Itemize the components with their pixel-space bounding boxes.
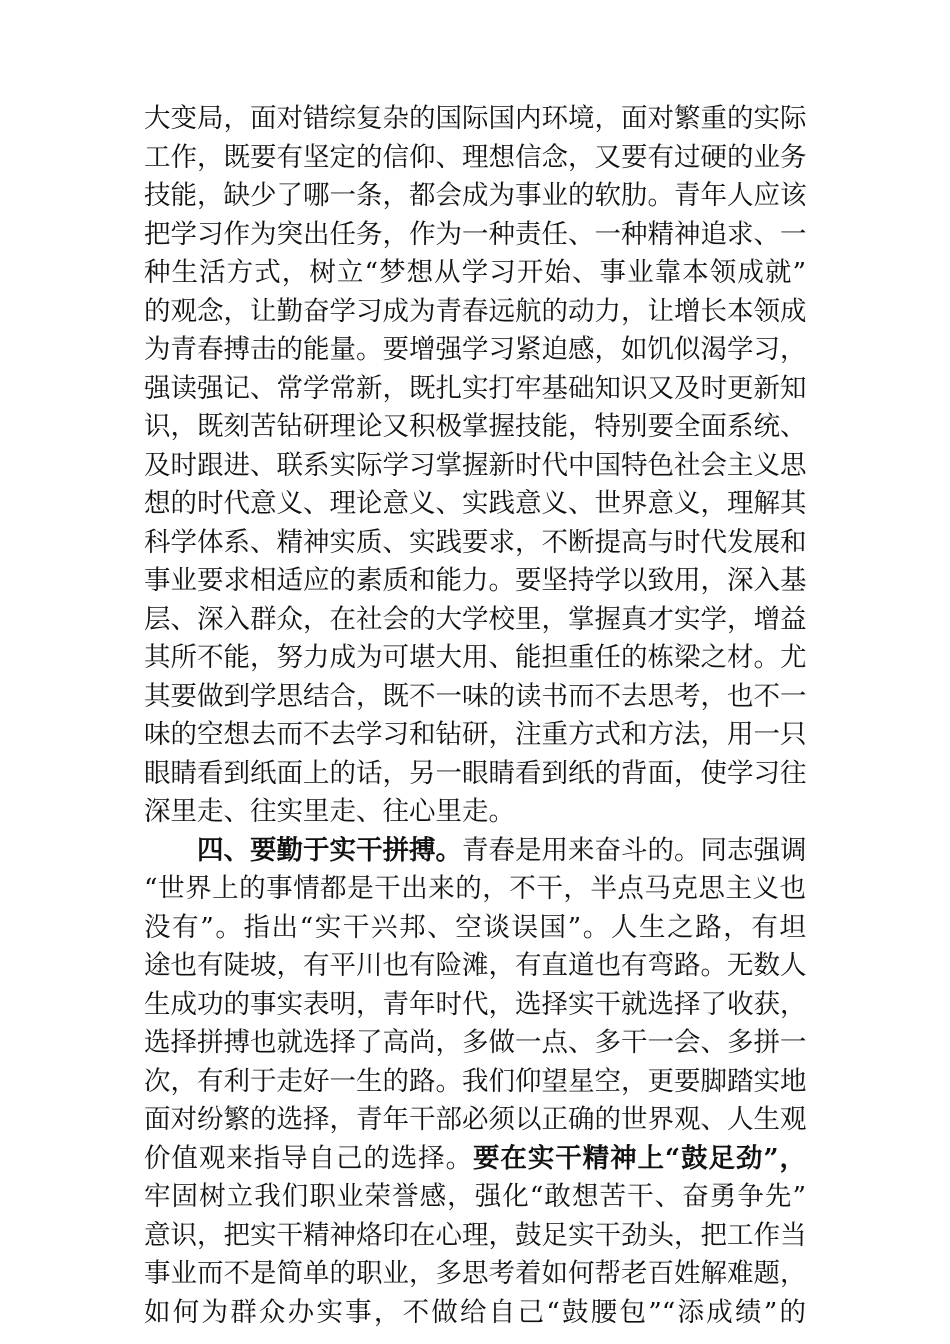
section-4-first-line (144, 832, 806, 871)
section-4-heading: 四、要勤于实干拼搏。 (197, 834, 462, 866)
text-line: 深里走、往实里走、往心里走。 (144, 796, 515, 827)
section-4-first-text: 青春是用来奋斗的。同志强调 (462, 834, 807, 866)
body-text (144, 100, 806, 1332)
text-line: 科学体系、精神实质、实践要求，不断提高与时代发展和 (144, 526, 807, 558)
text-line: “世界上的事情都是干出来的，不干，半点马克思主义也 (144, 873, 806, 904)
mixed-line (144, 1140, 806, 1179)
text-line: 选择拼搏也就选择了高尚，多做一点、多干一会、多拼一 (144, 1027, 807, 1058)
text-line: 把学习作为突出任务，作为一种责任、一种精神追求、一 (144, 218, 807, 250)
text-line: 种生活方式，树立“梦想从学习开始、事业靠本领成就” (144, 257, 806, 288)
text-line: 生成功的事实表明，青年时代，选择实干就选择了收获， (144, 988, 807, 1020)
text-line: 事业而不是简单的职业，多思考着如何帮老百姓解难题， (144, 1258, 807, 1289)
text-line: 的观念，让勤奋学习成为青春远航的动力，让增长本领成 (144, 295, 807, 327)
text-line: 为青春搏击的能量。要增强学习紧迫感，如饥似渴学习， (144, 334, 807, 365)
text-line: 及时跟进、联系实际学习掌握新时代中国特色社会主义思 (144, 449, 807, 481)
text-line: 大变局，面对错综复杂的国际国内环境，面对繁重的实际 (144, 103, 807, 134)
text-line: 其所不能，努力成为可堪大用、能担重任的栋梁之材。尤 (144, 642, 807, 673)
text-line: 识，既刻苦钻研理论又积极掌握技能，特别要全面系统、 (144, 411, 807, 442)
text-line: 意识，把实干精神烙印在心理，鼓足实干劲头，把工作当 (144, 1219, 807, 1251)
text-line: 味的空想去而不去学习和钻研，注重方式和方法，用一只 (144, 719, 807, 750)
text-line: 如何为群众办实事，不做给自己“鼓腰包”“添成绩”的 (144, 1296, 806, 1328)
text-line: 次，有利于走好一生的路。我们仰望星空，更要脚踏实地 (144, 1065, 807, 1097)
text-line: 牢固树立我们职业荣誉感，强化“敢想苦干、奋勇争先” (144, 1181, 806, 1212)
text-line: 其要做到学思结合，既不一味的读书而不去思考，也不一 (144, 680, 807, 712)
text-line: 面对纷繁的选择，青年干部必须以正确的世界观、人生观 (144, 1104, 807, 1135)
text-line: 眼睛看到纸面上的话，另一眼睛看到纸的背面，使学习往 (144, 757, 807, 789)
plain-text: 价值观来指导自己的选择。 (144, 1142, 473, 1174)
text-line: 层、深入群众，在社会的大学校里，掌握真才实学，增益 (144, 603, 807, 635)
text-line: 途也有陡坡，有平川也有险滩，有直道也有弯路。无数人 (144, 950, 807, 981)
text-line: 没有”。指出“实干兴邦、空谈误国”。人生之路，有坦 (144, 911, 806, 943)
text-line: 事业要求相适应的素质和能力。要坚持学以致用，深入基 (144, 565, 807, 596)
text-line: 想的时代意义、理论意义、实践意义、世界意义，理解其 (144, 488, 807, 519)
text-line: 工作，既要有坚定的信仰、理想信念，又要有过硬的业务 (144, 141, 807, 173)
text-line: 技能，缺少了哪一条，都会成为事业的软肋。青年人应该 (144, 180, 807, 211)
bold-emphasis: 要在实干精神上“鼓足劲”， (473, 1142, 806, 1174)
text-line: 强读强记、常学常新，既扎实打牢基础知识又及时更新知 (144, 372, 807, 404)
